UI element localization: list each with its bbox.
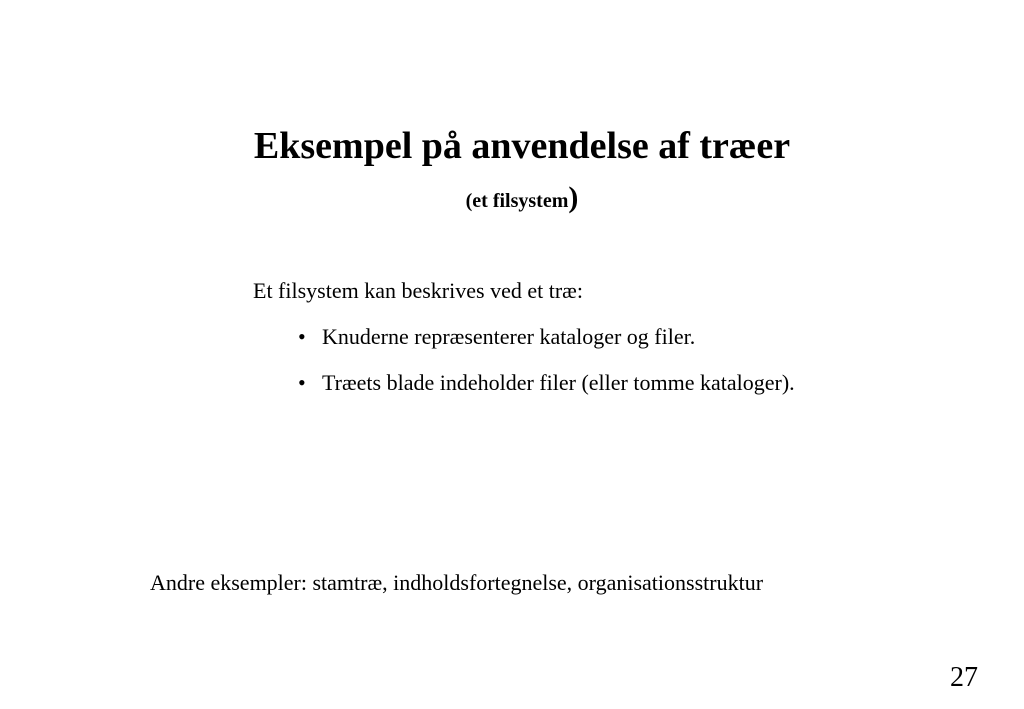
bullet-text: Knuderne repræsenterer kataloger og filer. [322,324,696,349]
bullet-list [298,322,795,414]
bullet-item [298,368,795,398]
bullet-marker: • [298,370,306,395]
bullet-item [298,322,795,352]
bullet-marker: • [298,324,306,349]
subtitle-close-paren: ) [568,181,579,214]
intro-text: Et filsystem kan beskrives ved et træ: [253,278,583,303]
slide-subtitle [0,178,1024,223]
page-number: 27 [950,662,978,693]
subtitle-text: et filsystem [472,190,569,212]
subtitle-open-paren: ( [465,190,473,212]
other-examples-text: Andre eksempler: stamtræ, indholdsfortegnelse, organisationsstruktur [150,570,764,595]
slide-title: Eksempel på anvendelse af træer [253,125,791,167]
bullet-text: Træets blade indeholder filer (eller tomme kataloger). [322,370,795,395]
